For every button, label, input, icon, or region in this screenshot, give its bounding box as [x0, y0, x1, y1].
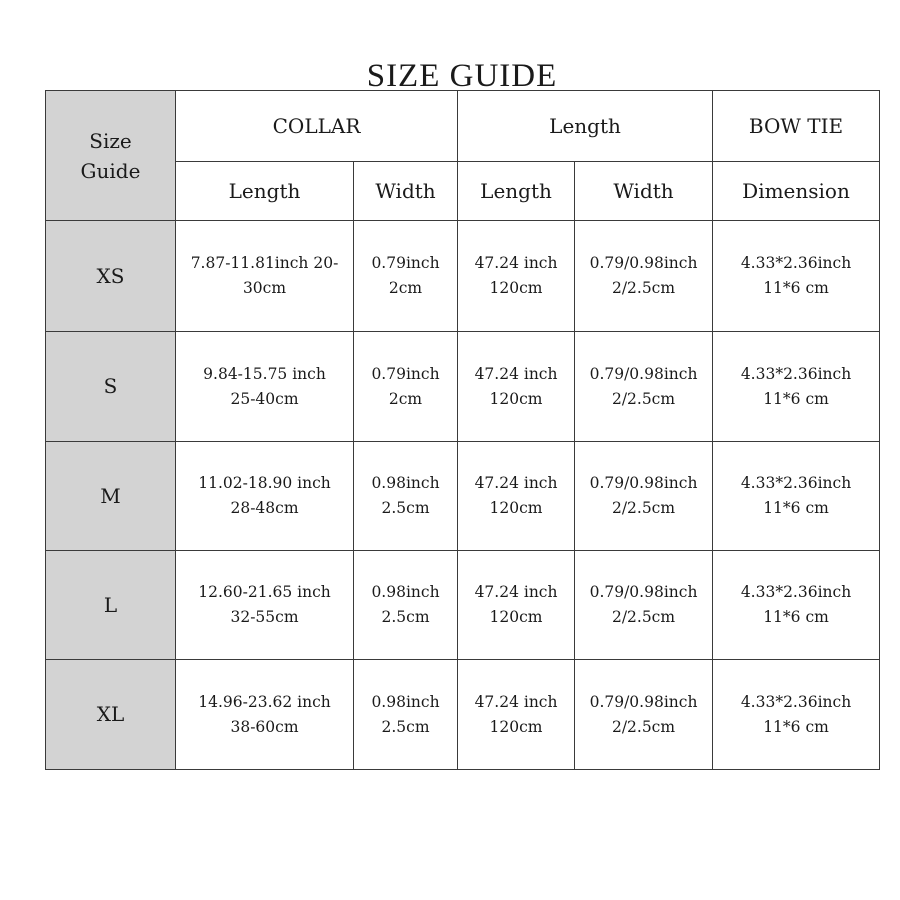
- length-width-cm: 2/2.5cm: [611, 499, 676, 517]
- bow-tie-dimension-cm: 11*6 cm: [763, 499, 829, 517]
- collar-width-cm: 2.5cm: [381, 608, 430, 626]
- collar-width-cell: [354, 660, 458, 770]
- length-length-inch: 47.24 inch: [474, 254, 558, 272]
- length-width-inch: 0.79/0.98inch: [589, 692, 698, 711]
- subheader-length-length: Length: [458, 162, 575, 221]
- size-guide-table: [45, 90, 880, 770]
- corner-label-line2: Guide: [80, 158, 141, 183]
- size-label: M: [46, 442, 176, 551]
- table-row: [46, 660, 880, 770]
- length-length-cell: [458, 221, 575, 332]
- length-width-cm: 2/2.5cm: [611, 279, 676, 297]
- group-header-collar: COLLAR: [176, 91, 458, 162]
- bow-tie-dimension-inch: 4.33*2.36inch: [740, 364, 852, 383]
- bow-tie-dimension-inch: 4.33*2.36inch: [740, 692, 852, 711]
- collar-length-inch: 9.84-15.75 inch: [203, 364, 326, 383]
- collar-length-cm: 28-48cm: [230, 499, 299, 517]
- subheader-collar-length: Length: [176, 162, 354, 221]
- collar-length-cell: [176, 221, 354, 332]
- collar-width-cell: [354, 221, 458, 332]
- length-length-cm: 120cm: [489, 608, 543, 626]
- size-label: L: [46, 551, 176, 660]
- table-row: [46, 551, 880, 660]
- length-length-inch: 47.24 inch: [474, 692, 558, 711]
- subheader-length-width: Width: [575, 162, 713, 221]
- collar-length-cm: 38-60cm: [230, 717, 299, 736]
- group-header-row: [46, 91, 880, 162]
- bow-tie-dimension-inch: 4.33*2.36inch: [740, 583, 852, 601]
- length-length-cm: 120cm: [489, 279, 543, 297]
- collar-length-inch: 14.96-23.62 inch: [198, 692, 331, 711]
- length-width-cell: [575, 660, 713, 770]
- bow-tie-dimension-cm: 11*6 cm: [763, 389, 829, 408]
- corner-label-line1: Size: [89, 128, 132, 153]
- length-length-cm: 120cm: [489, 717, 543, 736]
- length-length-cm: 120cm: [489, 389, 543, 408]
- bow-tie-dimension-cm: 11*6 cm: [763, 717, 829, 736]
- collar-length-cell: [176, 551, 354, 660]
- collar-length-inch: 11.02-18.90 inch: [198, 474, 331, 492]
- group-header-bow-tie: BOW TIE: [713, 91, 880, 162]
- length-length-cm: 120cm: [489, 499, 543, 517]
- length-width-cell: [575, 442, 713, 551]
- size-label: XS: [46, 221, 176, 332]
- page-title: SIZE GUIDE: [366, 58, 558, 94]
- collar-width-inch: 0.79inch: [371, 364, 440, 383]
- length-length-cell: [458, 442, 575, 551]
- subheader-collar-width: Width: [354, 162, 458, 221]
- collar-length-inch: 7.87-11.81inch 20-: [190, 254, 339, 272]
- collar-width-inch: 0.98inch: [371, 692, 440, 711]
- table-row: [46, 221, 880, 332]
- collar-width-inch: 0.98inch: [371, 474, 440, 492]
- bow-tie-dimension-cell: [713, 551, 880, 660]
- collar-width-cm: 2.5cm: [381, 717, 430, 736]
- collar-width-inch: 0.79inch: [371, 254, 440, 272]
- length-width-cell: [575, 221, 713, 332]
- bow-tie-dimension-cm: 11*6 cm: [763, 279, 829, 297]
- length-length-cell: [458, 551, 575, 660]
- length-width-cm: 2/2.5cm: [611, 608, 676, 626]
- bow-tie-dimension-inch: 4.33*2.36inch: [740, 254, 852, 272]
- length-width-inch: 0.79/0.98inch: [589, 254, 698, 272]
- bow-tie-dimension-cell: [713, 442, 880, 551]
- collar-length-inch: 12.60-21.65 inch: [198, 583, 331, 601]
- length-length-inch: 47.24 inch: [474, 474, 558, 492]
- collar-width-cell: [354, 442, 458, 551]
- table-row: [46, 332, 880, 442]
- collar-width-cm: 2cm: [388, 389, 423, 408]
- bow-tie-dimension-cell: [713, 332, 880, 442]
- collar-length-cm: 30cm: [242, 279, 287, 297]
- collar-length-cm: 32-55cm: [230, 608, 299, 626]
- size-label: XL: [46, 660, 176, 770]
- corner-cell: [46, 91, 176, 221]
- length-length-inch: 47.24 inch: [474, 583, 558, 601]
- bow-tie-dimension-cell: [713, 221, 880, 332]
- collar-length-cell: [176, 332, 354, 442]
- bow-tie-dimension-inch: 4.33*2.36inch: [740, 474, 852, 492]
- length-width-inch: 0.79/0.98inch: [589, 364, 698, 383]
- length-width-cm: 2/2.5cm: [611, 389, 676, 408]
- collar-length-cell: [176, 660, 354, 770]
- subheader-bow-tie-dimension: Dimension: [713, 162, 880, 221]
- length-width-cell: [575, 332, 713, 442]
- collar-width-cell: [354, 551, 458, 660]
- collar-width-inch: 0.98inch: [371, 583, 440, 601]
- length-length-inch: 47.24 inch: [474, 364, 558, 383]
- size-label: S: [46, 332, 176, 442]
- collar-width-cm: 2.5cm: [381, 499, 430, 517]
- collar-width-cell: [354, 332, 458, 442]
- length-width-cell: [575, 551, 713, 660]
- bow-tie-dimension-cell: [713, 660, 880, 770]
- collar-width-cm: 2cm: [388, 279, 423, 297]
- table-row: [46, 442, 880, 551]
- length-width-inch: 0.79/0.98inch: [589, 583, 698, 601]
- length-width-inch: 0.79/0.98inch: [589, 474, 698, 492]
- collar-length-cm: 25-40cm: [230, 389, 299, 408]
- group-header-length: Length: [458, 91, 713, 162]
- collar-length-cell: [176, 442, 354, 551]
- length-length-cell: [458, 332, 575, 442]
- length-length-cell: [458, 660, 575, 770]
- length-width-cm: 2/2.5cm: [611, 717, 676, 736]
- bow-tie-dimension-cm: 11*6 cm: [763, 608, 829, 626]
